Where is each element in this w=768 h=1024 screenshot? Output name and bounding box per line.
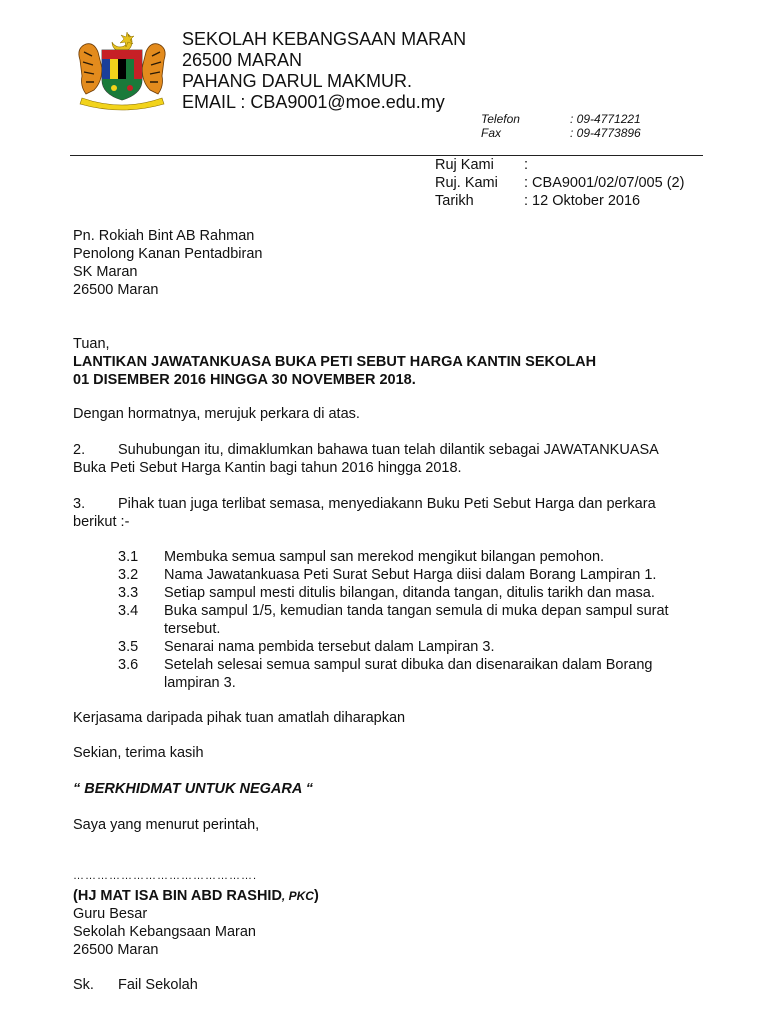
signatory-name-close: ) [313,888,319,904]
paragraph-2-line-2: Buka Peti Sebut Harga Kantin bagi tahun 2016 hingga 2018. [73,460,462,476]
cc-label: Sk. [73,977,94,993]
by-order-line: Saya yang menurut perintah, [73,817,260,833]
malaysia-coat-of-arms-icon [72,30,172,112]
signature-dots: ………………………………………. [73,870,258,882]
list-item: Setelah selesai semua sampul surat dibuka dan disenaraikan dalam Borang [164,657,653,673]
fax-value: : 09-4773896 [570,126,641,140]
signatory-name [73,887,319,905]
list-item-number: 3.1 [118,549,139,565]
cooperation-line: Kerjasama daripada pihak tuan amatlah diharapkan [73,710,406,726]
subject-line-1: LANTIKAN JAWATANKUASA BUKA PETI SEBUT HARGA KANTIN SEKOLAH [73,354,597,370]
cc-value: Fail Sekolah [118,977,198,993]
paragraph-2-line-1: Suhubungan itu, dimaklumkan bahawa tuan telah dilantik sebagai JAWATANKUASA [118,442,659,458]
recipient-address: 26500 Maran [73,282,159,298]
fax-label: Fax [481,126,502,140]
list-item-number: 3.3 [118,585,139,601]
telefon-label: Telefon [481,112,520,126]
salutation: Tuan, [73,336,110,352]
list-item: Nama Jawatankuasa Peti Surat Sebut Harga diisi dalam Borang Lampiran 1. [164,567,657,583]
list-item-number: 3.6 [118,657,139,673]
motto: “ BERKHIDMAT UNTUK NEGARA “ [73,781,314,797]
paragraph-3-line-1: Pihak tuan juga terlibat semasa, menyediakann Buku Peti Sebut Harga dan perkara [118,496,656,512]
recipient-name: Pn. Rokiah Bint AB Rahman [73,228,255,244]
list-item: Buka sampul 1/5, kemudian tanda tangan semula di muka depan sampul surat [164,603,669,619]
header-divider [70,155,703,156]
list-item: Senarai nama pembida tersebut dalam Lampiran 3. [164,639,495,655]
signatory-address: 26500 Maran [73,942,159,958]
opening-line: Dengan hormatnya, merujuk perkara di atas. [73,406,360,422]
thanks-line: Sekian, terima kasih [73,745,204,761]
school-email: EMAIL : CBA9001@moe.edu.my [182,92,445,112]
telefon-value: : 09-4771221 [570,112,641,126]
ruj-kami-value: : [524,157,529,173]
recipient-position: Penolong Kanan Pentadbiran [73,246,263,262]
recipient-school: SK Maran [73,264,138,280]
list-item-number: 3.5 [118,639,139,655]
tarikh-value: : 12 Oktober 2016 [524,193,641,209]
list-item: Setiap sampul mesti ditulis bilangan, ditanda tangan, ditulis tarikh dan masa. [164,585,655,601]
signatory-school: Sekolah Kebangsaan Maran [73,924,256,940]
tarikh-label: Tarikh [435,193,474,209]
list-item-number: 3.4 [118,603,139,619]
school-postcode: 26500 MARAN [182,50,303,70]
ruj-kami-label: Ruj Kami [435,157,494,173]
list-item-number: 3.2 [118,567,139,583]
school-state: PAHANG DARUL MAKMUR. [182,71,413,91]
subject-line-2: 01 DISEMBER 2016 HINGGA 30 NOVEMBER 2018. [73,372,416,388]
list-item: Membuka semua sampul san merekod mengikut bilangan pemohon. [164,549,605,565]
paragraph-3-line-2: berikut :- [73,514,130,530]
signatory-name-text: HJ MAT ISA BIN ABD RASHID [77,888,282,904]
signatory-name-open: ( [73,888,78,904]
list-item-continuation: lampiran 3. [164,675,236,691]
signatory-position: Guru Besar [73,906,148,922]
list-item-continuation: tersebut. [164,621,221,637]
school-name: SEKOLAH KEBANGSAAN MARAN [182,29,467,49]
signatory-title: , PKC [281,889,314,903]
paragraph-3-number: 3. [73,496,86,512]
paragraph-2-number: 2. [73,442,86,458]
ruj-kami2-value: : CBA9001/02/07/005 (2) [524,175,685,191]
ruj-kami2-label: Ruj. Kami [435,175,498,191]
